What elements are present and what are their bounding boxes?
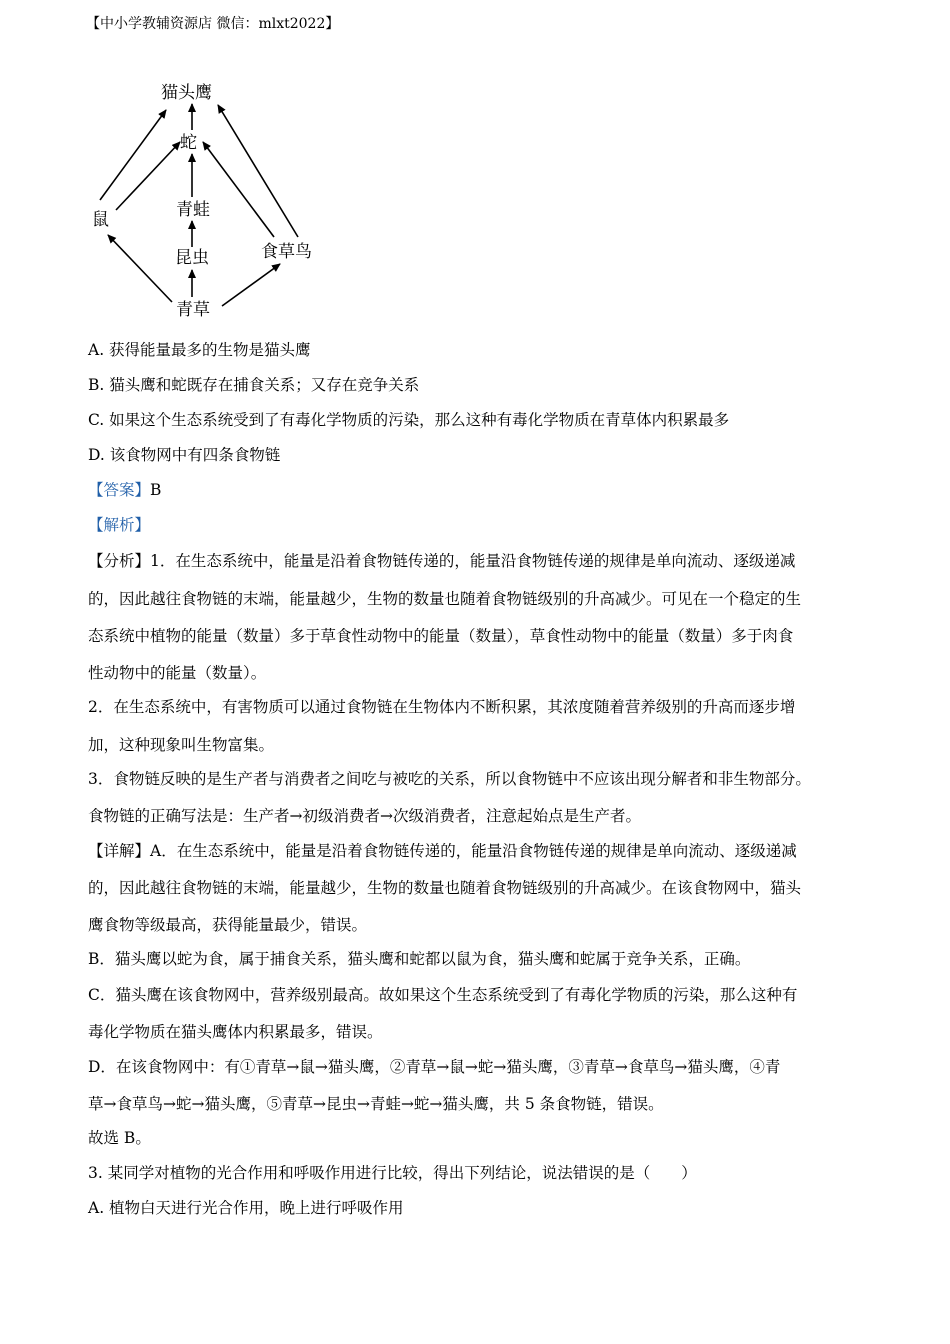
xiangjie-tag: 【详解】 [88, 842, 151, 860]
option-a: A. 获得能量最多的生物是猫头鹰 [88, 341, 311, 359]
node-grass: 青草 [176, 300, 210, 320]
fenxi-text-1: 1．在生态系统中，能量是沿着食物链传递的，能量沿食物链传递的规律是单向流动、逐级递减 [150, 552, 796, 570]
arrow-grass-mouse [108, 235, 172, 302]
point2-line-1: 2．在生态系统中，有害物质可以通过食物链在生物体内不断积累，其浓度随着营养级别的升高而逐步增 [88, 698, 796, 716]
option-d: D. 该食物网中有四条食物链 [88, 446, 281, 464]
header-watermark: 【中小学教辅资源店 微信：mlxt2022】 [86, 16, 340, 32]
xiangjie-c-line-1: C．猫头鹰在该食物网中，营养级别最高。故如果这个生态系统受到了有毒化学物质的污染，那么这种有 [88, 986, 798, 1004]
answer-value: B [150, 481, 162, 499]
node-owl: 猫头鹰 [161, 83, 212, 103]
fenxi-line-4: 性动物中的能量（数量）。 [88, 664, 267, 682]
arrow-mouse-owl [100, 110, 166, 200]
xiangjie-a-line-3: 鹰食物等级最高，获得能量最少，错误。 [88, 916, 368, 934]
xiangjie-d-line-1: D．在该食物网中：有①青草→鼠→猫头鹰，②青草→鼠→蛇→猫头鹰，③青草→食草鸟→猫头鹰，④青 [88, 1058, 781, 1076]
node-insect: 昆虫 [175, 248, 209, 268]
question3-stem: 3. 某同学对植物的光合作用和呼吸作用进行比较，得出下列结论，说法错误的是（ ） [88, 1164, 697, 1182]
answer-line [88, 478, 868, 502]
arrow-bird-owl [218, 105, 298, 237]
option-c: C. 如果这个生态系统受到了有毒化学物质的污染，那么这种有毒化学物质在青草体内积累最多 [88, 411, 730, 429]
xiangjie-text-1: A．在生态系统中，能量是沿着食物链传递的，能量沿食物链传递的规律是单向流动、逐级递减 [150, 842, 797, 860]
answer-tag: 【答案】 [88, 481, 151, 499]
fenxi-tag: 【分析】 [88, 552, 151, 570]
point2-line-2: 加，这种现象叫生物富集。 [88, 736, 275, 754]
analysis-tag: 【解析】 [88, 516, 151, 534]
xiangjie-a-line-2: 的，因此越往食物链的末端，能量越少，生物的数量也随着食物链级别的升高减少。在该食物网中，猫头 [88, 879, 802, 897]
xiangjie-c-line-2: 毒化学物质在猫头鹰体内积累最多，错误。 [88, 1023, 383, 1041]
arrow-mouse-snake [116, 142, 180, 210]
node-snake: 蛇 [180, 133, 197, 153]
node-bird: 食草鸟 [261, 242, 312, 262]
arrow-bird-snake [203, 142, 274, 237]
arrow-grass-bird [222, 264, 280, 306]
food-web-diagram [80, 70, 330, 330]
analysis-line [88, 513, 868, 537]
fenxi-line-1 [88, 549, 868, 573]
fenxi-line-2: 的，因此越往食物链的末端，能量越少，生物的数量也随着食物链级别的升高减少。可见在一个稳定的生 [88, 590, 802, 608]
xiangjie-line-1 [88, 839, 868, 863]
option-b: B. 猫头鹰和蛇既存在捕食关系；又存在竞争关系 [88, 376, 420, 394]
node-frog: 青蛙 [176, 200, 210, 220]
fenxi-line-3: 态系统中植物的能量（数量）多于草食性动物中的能量（数量），草食性动物中的能量（数量）多于肉食 [88, 627, 794, 645]
node-mouse: 鼠 [92, 210, 109, 230]
xiangjie-b-line-1: B．猫头鹰以蛇为食，属于捕食关系，猫头鹰和蛇都以鼠为食，猫头鹰和蛇属于竞争关系，正确。 [88, 950, 751, 968]
xiangjie-d-line-2: 草→食草鸟→蛇→猫头鹰，⑤青草→昆虫→青蛙→蛇→猫头鹰，共 5 条食物链，错误。 [88, 1095, 664, 1113]
point3-line-2: 食物链的正确写法是：生产者→初级消费者→次级消费者，注意起始点是生产者。 [88, 807, 641, 825]
conclusion: 故选 B。 [88, 1129, 151, 1147]
question3-option-a: A. 植物白天进行光合作用，晚上进行呼吸作用 [88, 1199, 404, 1217]
point3-line-1: 3．食物链反映的是生产者与消费者之间吃与被吃的关系，所以食物链中不应该出现分解者和非生物部分。 [88, 770, 811, 788]
